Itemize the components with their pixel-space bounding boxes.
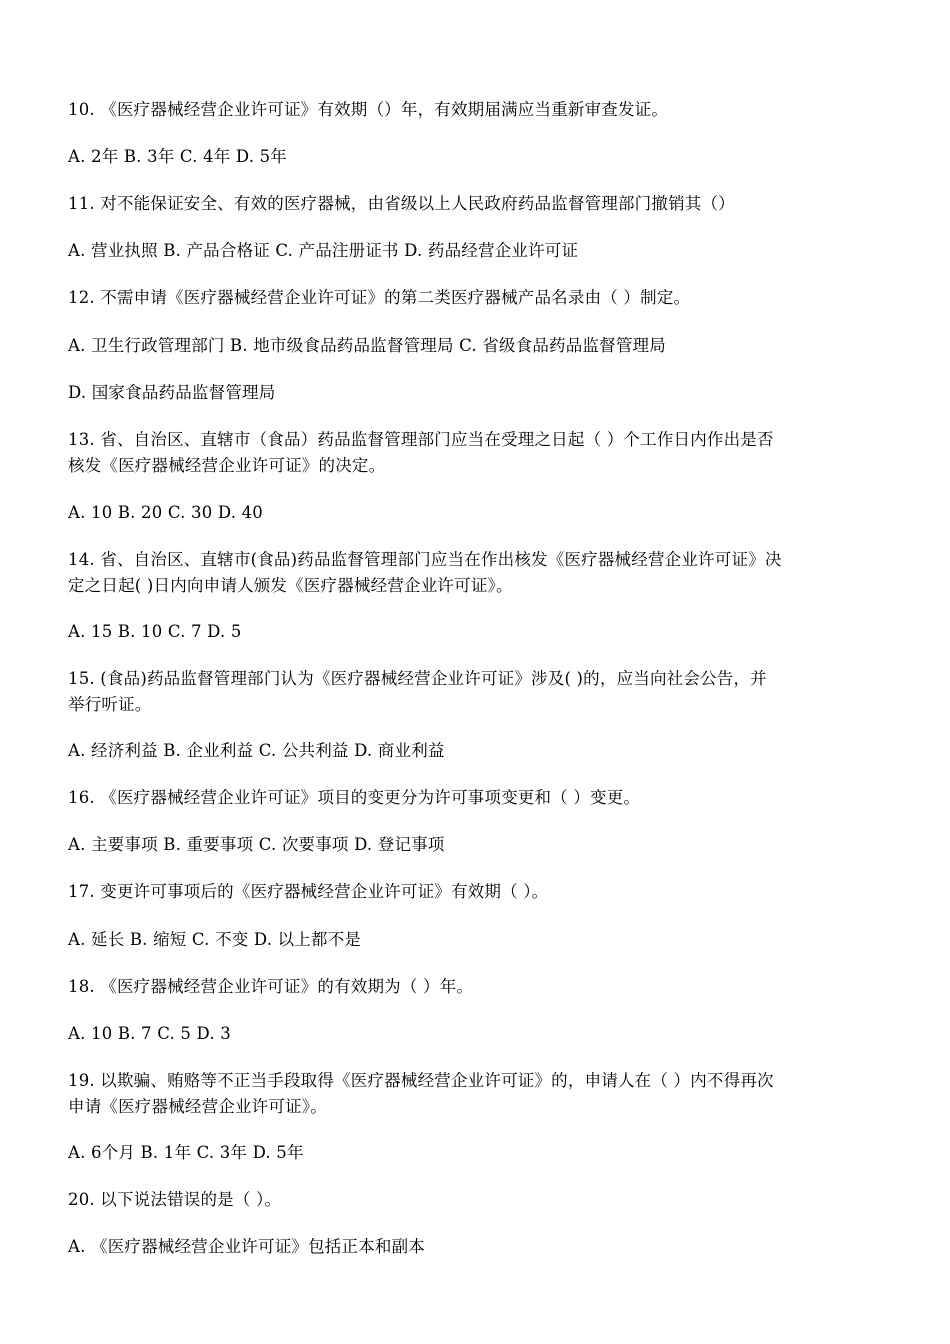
options-14: A. 15 B. 10 C. 7 D. 5 (68, 622, 242, 641)
question-14-continued: 定之日起( )日内向申请人颁发《医疗器械经营企业许可证》。 (68, 576, 513, 595)
options-20-a: A. 《医疗器械经营企业许可证》包括正本和副本 (68, 1237, 426, 1256)
options-13: A. 10 B. 20 C. 30 D. 40 (68, 503, 263, 522)
question-18: 18. 《医疗器械经营企业许可证》的有效期为（ ）年。 (68, 977, 474, 996)
question-10: 10. 《医疗器械经营企业许可证》有效期（）年，有效期届满应当重新审查发证。 (68, 100, 669, 119)
options-12: A. 卫生行政管理部门 B. 地市级食品药品监督管理局 C. 省级食品药品监督管理局 (68, 336, 666, 355)
question-13: 13. 省、自治区、直辖市（食品）药品监督管理部门应当在受理之日起（ ）个工作日内作出是否 (68, 430, 774, 449)
options-18: A. 10 B. 7 C. 5 D. 3 (68, 1024, 231, 1043)
options-12-continued: D. 国家食品药品监督管理局 (68, 383, 276, 402)
question-15-continued: 举行听证。 (68, 695, 152, 714)
question-11: 11. 对不能保证安全、有效的医疗器械，由省级以上人民政府药品监督管理部门撤销其（） (68, 194, 735, 213)
question-19: 19. 以欺骗、贿赂等不正当手段取得《医疗器械经营企业许可证》的，申请人在（ ）内不得再次 (68, 1071, 774, 1090)
question-16: 16. 《医疗器械经营企业许可证》项目的变更分为许可事项变更和（ ）变更。 (68, 788, 641, 807)
options-16: A. 主要事项 B. 重要事项 C. 次要事项 D. 登记事项 (68, 835, 445, 854)
question-19-continued: 申请《医疗器械经营企业许可证》。 (68, 1097, 327, 1116)
options-17: A. 延长 B. 缩短 C. 不变 D. 以上都不是 (68, 930, 362, 949)
question-17: 17. 变更许可事项后的《医疗器械经营企业许可证》有效期（ ）。 (68, 882, 549, 901)
question-15: 15. (食品)药品监督管理部门认为《医疗器械经营企业许可证》涉及( )的，应当向社会公告，并 (68, 669, 767, 688)
question-12: 12. 不需申请《医疗器械经营企业许可证》的第二类医疗器械产品名录由（ ）制定。 (68, 288, 691, 307)
options-10: A. 2年 B. 3年 C. 4年 D. 5年 (68, 147, 288, 166)
question-13-continued: 核发《医疗器械经营企业许可证》的决定。 (68, 456, 386, 475)
question-14: 14. 省、自治区、直辖市(食品)药品监督管理部门应当在作出核发《医疗器械经营企业许可证》决 (68, 550, 782, 569)
question-20: 20. 以下说法错误的是（ ）。 (68, 1190, 282, 1209)
options-19: A. 6个月 B. 1年 C. 3年 D. 5年 (68, 1143, 304, 1162)
options-15: A. 经济利益 B. 企业利益 C. 公共利益 D. 商业利益 (68, 741, 445, 760)
options-11: A. 营业执照 B. 产品合格证 C. 产品注册证书 D. 药品经营企业许可证 (68, 241, 579, 260)
